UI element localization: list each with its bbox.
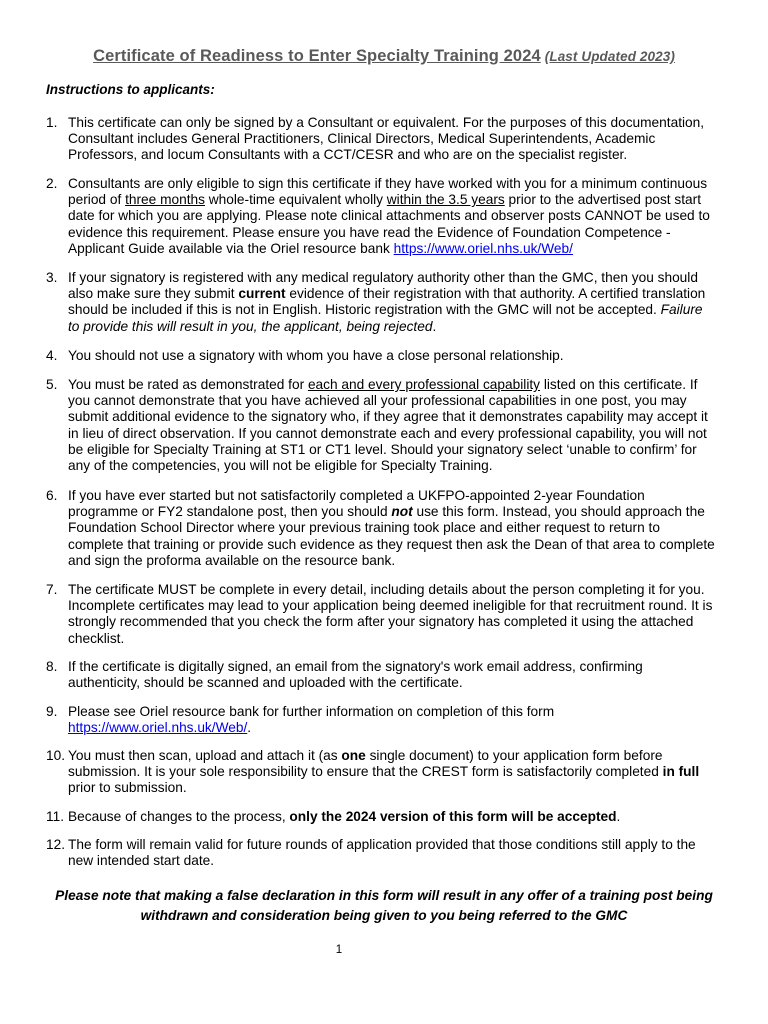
oriel-resource-link[interactable]: https://www.oriel.nhs.uk/Web/ — [68, 720, 248, 736]
item-text — [68, 837, 728, 869]
item-line: If you have ever started but not satisfactorily completed a UKFPO-appointed 2-year Foundation — [68, 488, 645, 503]
warning-line: withdrawn and consideration being given to you being referred to the GMC — [140, 908, 628, 923]
text-run: You must be rated as demonstrated for — [68, 377, 308, 392]
item-line: in lieu of direct observation. If you cannot demonstrate each and every professional capability, you will not — [68, 425, 707, 441]
item-line: strongly recommended that you check the form after your signatory has completed it using the attached — [68, 614, 694, 630]
item-text — [68, 176, 728, 257]
item-text — [68, 704, 728, 736]
text-run: You must then scan, upload and attach it (as — [68, 748, 342, 763]
item-text — [68, 348, 728, 364]
item-line: You should not use a signatory with whom you have a close personal relationship. — [68, 348, 564, 363]
item-text — [68, 582, 728, 647]
item-line — [68, 748, 728, 764]
text-run: listed on this certificate. If — [540, 377, 698, 392]
text-run: period of — [68, 192, 126, 208]
item-number: 7. — [46, 582, 58, 597]
underlined-text: three months — [125, 192, 205, 208]
text-run: . — [616, 809, 621, 824]
bold-text: one — [341, 748, 366, 763]
item-text — [68, 488, 728, 569]
item-line — [68, 241, 728, 257]
text-run: single document) to your application form before — [365, 748, 663, 763]
item-line: and sign the proforma available on the resource bank. — [68, 552, 396, 568]
italic-text: to provide this will result in you, the applicant, being rejected — [68, 318, 433, 334]
item-number: 10. — [46, 748, 66, 763]
text-run: submission. It is your sole responsibility to ensure that the CREST form is satisfactorily completed — [68, 764, 663, 780]
bold-text: only the 2024 version of this form will be accepted — [289, 809, 617, 824]
item-line: If your signatory is registered with any medical regulatory authority other than the GMC, then you should — [68, 270, 698, 285]
title-suffix: (Last Updated 2023) — [544, 49, 675, 64]
item-line — [68, 286, 728, 302]
item-line: If the certificate is digitally signed, an email from the signatory's work email address, confirming — [68, 659, 643, 674]
item-number: 4. — [46, 348, 58, 363]
item-number: 12. — [46, 837, 66, 852]
item-line: Please see Oriel resource bank for further information on completion of this form — [68, 704, 555, 719]
item-line — [68, 377, 728, 393]
item-line — [68, 504, 728, 520]
item-text — [68, 748, 728, 797]
item-line: Foundation School Director where your previous training took place and either request to return to — [68, 520, 660, 536]
instructions-heading: Instructions to applicants: — [46, 82, 215, 97]
item-line: submit additional evidence to the signatory who, if they agree that it demonstrates capability may accept it — [68, 409, 708, 425]
item-line: Consultant includes General Practitioners, Clinical Directors, Medical Superintendents, Academic — [68, 131, 656, 147]
text-run: programme or FY2 standalone post, then you should — [68, 504, 392, 520]
text-run: use this form. Instead, you should approach the — [412, 504, 705, 520]
item-line: Consultants are only eligible to sign this certificate if they have worked with you for a minimum continuous — [68, 176, 708, 191]
item-line — [68, 302, 728, 318]
text-run: prior to the advertised post start — [504, 192, 702, 208]
item-line: date for which you are applying. Please note clinical attachments and observer posts CANNOT be used to — [68, 208, 710, 224]
false-declaration-warning — [0, 886, 768, 926]
item-line — [68, 720, 728, 736]
page-number: 1 — [335, 944, 343, 956]
item-line: The form will remain valid for future rounds of application provided that those conditions still apply to the — [68, 837, 696, 852]
item-line: be eligible for Specialty Training at ST1 or CT1 level. Should your signatory select ‘unable to confirm’ for — [68, 441, 697, 457]
item-line: checklist. — [68, 630, 125, 646]
item-text — [68, 659, 728, 691]
bold-text: in full — [662, 764, 700, 780]
item-text — [68, 115, 728, 164]
document-title — [0, 47, 768, 66]
item-number: 6. — [46, 488, 58, 503]
item-line — [68, 809, 728, 825]
item-line — [68, 192, 728, 208]
item-number: 2. — [46, 176, 58, 191]
text-run: whole-time equivalent wholly — [204, 192, 387, 208]
text-run: Because of changes to the process, — [68, 809, 290, 824]
oriel-resource-link[interactable]: https://www.oriel.nhs.uk/Web/ — [393, 240, 573, 256]
item-text — [68, 377, 728, 474]
item-line: any of the competencies, you will not be eligible for Specialty Training. — [68, 458, 493, 474]
item-number: 11. — [46, 809, 65, 824]
item-line: complete that training or provide such evidence as they request then ask the Dean of that area to complete — [68, 536, 715, 552]
title-text: Certificate of Readiness to Enter Specialty Training 2024 — [93, 47, 541, 65]
item-line: Incomplete certificates may lead to your application being deemed ineligible for that recruitment round. It is — [68, 598, 713, 614]
item-line: Professors, and locum Consultants with a CCT/CESR and who are on the specialist register. — [68, 147, 628, 163]
text-run: Applicant Guide available via the Oriel resource bank — [68, 240, 394, 256]
item-line: authenticity, should be scanned and uploaded with the certificate. — [68, 675, 463, 691]
item-number: 8. — [46, 659, 58, 674]
italic-text: Failure — [660, 302, 703, 318]
bold-italic-text: not — [391, 504, 413, 520]
item-text — [68, 809, 728, 825]
item-line: prior to submission. — [68, 780, 187, 796]
underlined-text: within the 3.5 years — [386, 192, 505, 208]
item-line: evidence this requirement. Please ensure you have read the Evidence of Foundation Competence - — [68, 224, 671, 240]
text-run: . — [247, 720, 252, 736]
text-run: also make sure they submit — [68, 286, 239, 302]
item-number: 3. — [46, 270, 58, 285]
item-line — [68, 764, 728, 780]
text-run: should be included if this is not in English. Historic registration with the GMC will not be accepted. — [68, 302, 661, 318]
item-line — [68, 319, 728, 335]
item-line: The certificate MUST be complete in every detail, including details about the person completing it for you. — [68, 582, 705, 597]
bold-text: current — [238, 286, 286, 302]
item-line: This certificate can only be signed by a Consultant or equivalent. For the purposes of this documentation, — [68, 115, 705, 130]
item-text — [68, 270, 728, 335]
item-number: 9. — [46, 704, 58, 719]
warning-line: Please note that making a false declaration in this form will result in any offer of a training post being — [55, 888, 713, 903]
underlined-text: each and every professional capability — [307, 377, 541, 392]
text-run: evidence of their registration with that authority. A certified translation — [285, 286, 706, 302]
item-line: new intended start date. — [68, 853, 215, 869]
item-number: 5. — [46, 377, 58, 392]
text-run: . — [432, 318, 437, 334]
item-number: 1. — [46, 115, 58, 130]
item-line: you cannot demonstrate that you have achieved all your professional capabilities in one post, you may — [68, 393, 687, 409]
